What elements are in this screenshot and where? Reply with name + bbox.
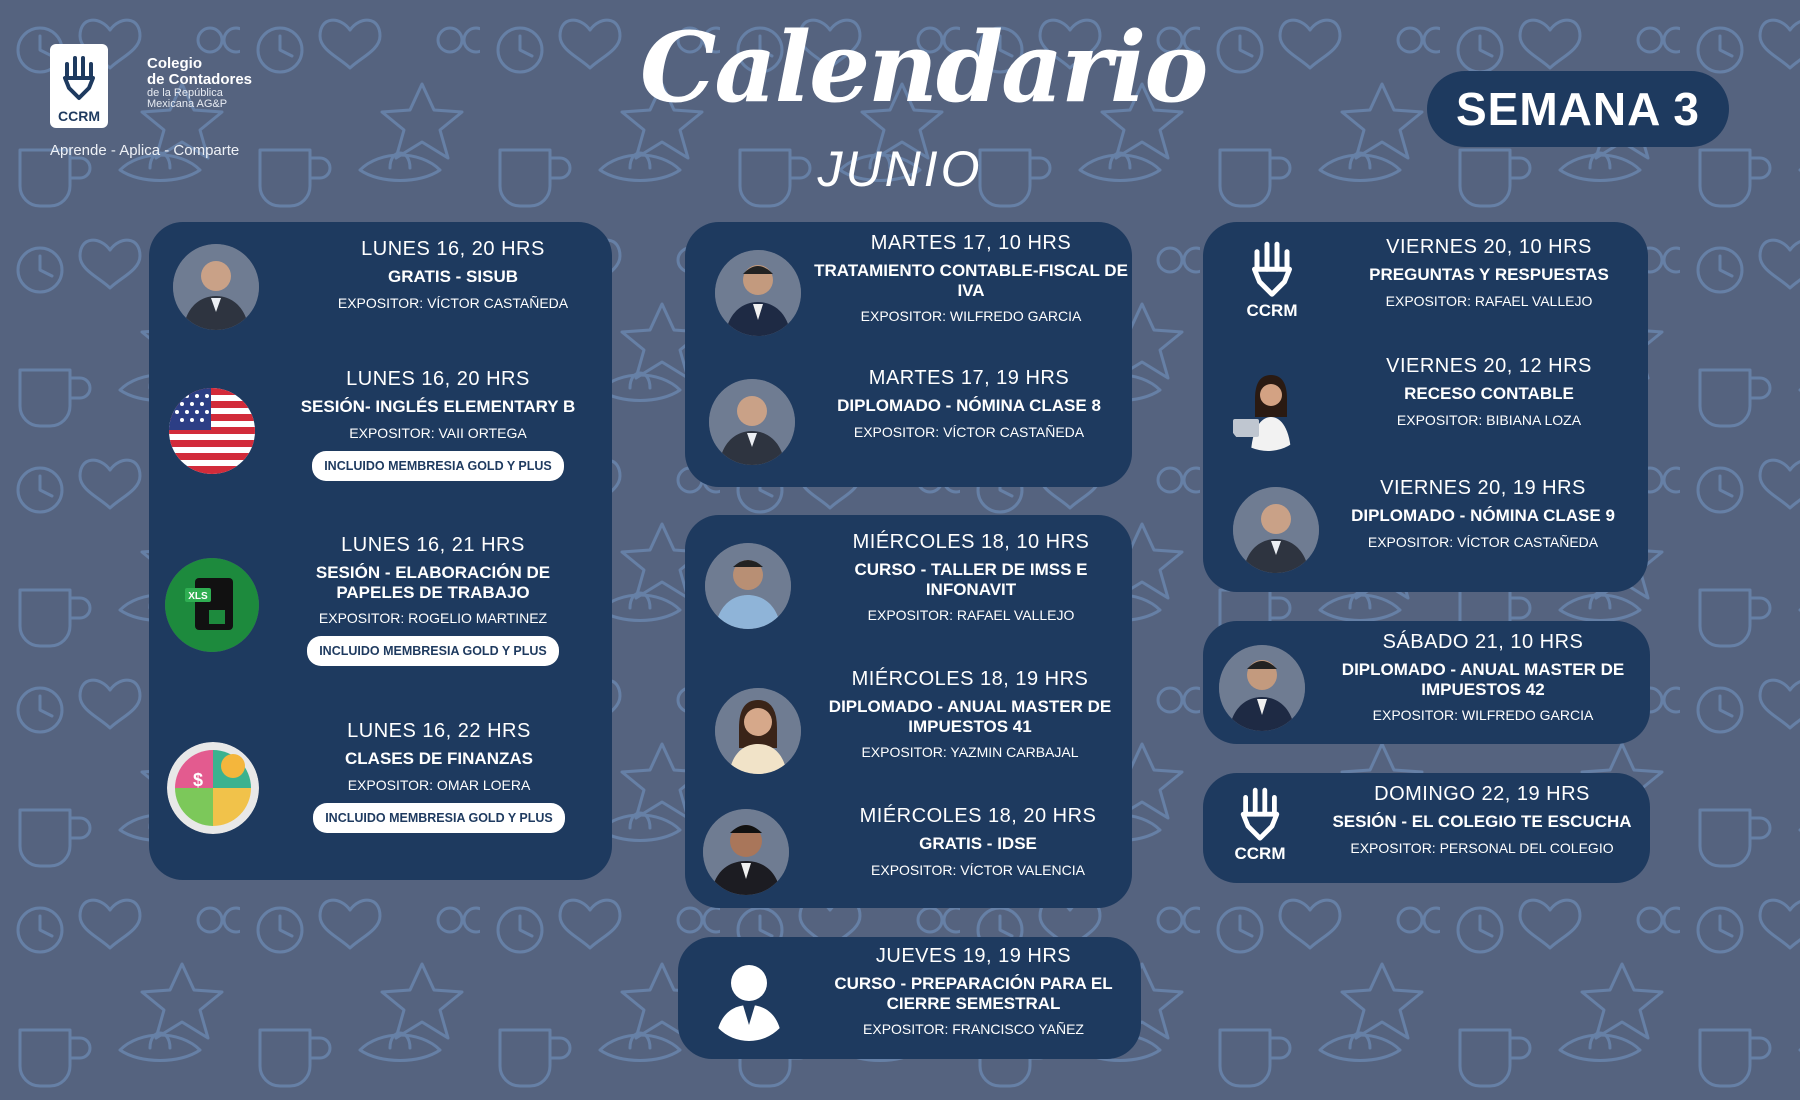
event-speaker: EXPOSITOR: RAFAEL VALLEJO	[867, 607, 1075, 624]
event-name: PREGUNTAS Y RESPUESTAS	[1369, 265, 1609, 284]
event-date: SÁBADO 21, 10 HRS	[1382, 631, 1584, 653]
ccrm-code: CCRM	[1234, 844, 1286, 863]
event-date: MARTES 17, 10 HRS	[870, 232, 1072, 254]
speaker-photo-icon	[715, 688, 801, 774]
event-wednesday-1	[705, 531, 1132, 651]
event-monday-4	[167, 720, 603, 870]
event-monday-3	[165, 534, 603, 684]
membership-badge: INCLUIDO MEMBRESIA GOLD Y PLUS	[307, 636, 559, 666]
event-speaker: EXPOSITOR: VÍCTOR CASTAÑEDA	[853, 423, 1085, 440]
event-speaker: EXPOSITOR: WILFREDO GARCIA	[860, 308, 1082, 325]
event-speaker: EXPOSITOR: OMAR LOERA	[347, 776, 531, 793]
event-date: MARTES 17, 19 HRS	[868, 367, 1070, 389]
ccrm-code: CCRM	[1246, 301, 1298, 320]
event-monday-2	[169, 368, 603, 488]
event-date: JUEVES 19, 19 HRS	[875, 945, 1072, 967]
event-speaker: EXPOSITOR: VÍCTOR CASTAÑEDA	[337, 294, 569, 311]
event-speaker: EXPOSITOR: WILFREDO GARCIA	[1372, 707, 1594, 724]
membership-badge: INCLUIDO MEMBRESIA GOLD Y PLUS	[313, 803, 565, 833]
card-tuesday	[685, 222, 1132, 487]
event-date: LUNES 16, 20 HRS	[346, 368, 530, 390]
event-friday-3	[1233, 477, 1648, 589]
logo-line1: Colegio	[147, 55, 202, 72]
logo-code: CCRM	[58, 108, 100, 124]
event-date: VIERNES 20, 12 HRS	[1386, 355, 1592, 377]
event-name: RECESO CONTABLE	[1404, 384, 1574, 403]
speaker-photo-icon	[1225, 365, 1311, 451]
event-name: GRATIS - IDSE	[919, 834, 1037, 853]
event-date: LUNES 16, 21 HRS	[341, 534, 525, 556]
event-name: SESIÓN - ELABORACIÓN DE PAPELES DE TRABAJO	[315, 563, 551, 602]
event-speaker: EXPOSITOR: VAII ORTEGA	[349, 424, 527, 441]
event-date: LUNES 16, 22 HRS	[347, 720, 531, 742]
logo-line3: de la República	[147, 86, 223, 99]
card-monday	[149, 222, 612, 880]
event-name: CURSO - PREPARACIÓN PARA EL CIERRE SEMESTRAL	[834, 974, 1113, 1013]
user-placeholder-icon	[706, 955, 792, 1041]
us-flag-icon	[169, 388, 255, 474]
event-friday-1	[1229, 236, 1648, 346]
membership-badge: INCLUIDO MEMBRESIA GOLD Y PLUS	[312, 451, 564, 481]
event-name: SESIÓN - EL COLEGIO TE ESCUCHA	[1332, 812, 1632, 831]
logo-tagline: Aprende - Aplica - Comparte	[50, 142, 240, 159]
logo-text	[147, 56, 307, 111]
ccrm-logo-icon	[1217, 783, 1303, 864]
ccrm-logo-icon	[1229, 236, 1315, 321]
event-speaker: EXPOSITOR: BIBIANA LOZA	[1396, 411, 1582, 428]
event-speaker: EXPOSITOR: FRANCISCO YAÑEZ	[863, 1021, 1084, 1038]
speaker-photo-icon	[715, 250, 801, 336]
logo-line4: Mexicana AG&P	[147, 98, 228, 111]
speaker-photo-icon	[705, 543, 791, 629]
event-name: DIPLOMADO - ANUAL MASTER DE IMPUESTOS 41	[828, 697, 1112, 736]
event-wednesday-3	[703, 805, 1132, 905]
event-tuesday-1	[715, 232, 1132, 352]
event-speaker: EXPOSITOR: YAZMIN CARBAJAL	[861, 744, 1079, 761]
card-thursday	[678, 937, 1141, 1059]
event-speaker: EXPOSITOR: PERSONAL DEL COLEGIO	[1350, 839, 1614, 856]
event-name: SESIÓN- INGLÉS ELEMENTARY B	[300, 397, 576, 416]
page-title: Calendario	[640, 11, 1207, 124]
event-name: DIPLOMADO - ANUAL MASTER DE IMPUESTOS 42	[1341, 660, 1625, 699]
finance-icon-text: $	[193, 770, 204, 790]
event-name: DIPLOMADO - NÓMINA CLASE 9	[1351, 506, 1615, 525]
event-speaker: EXPOSITOR: RAFAEL VALLEJO	[1385, 292, 1593, 309]
event-date: VIERNES 20, 19 HRS	[1380, 477, 1586, 499]
logo-line2: de Contadores	[147, 70, 253, 88]
event-date: VIERNES 20, 10 HRS	[1386, 236, 1592, 258]
event-wednesday-2	[715, 668, 1132, 788]
event-date: MIÉRCOLES 18, 10 HRS	[852, 531, 1090, 553]
event-friday-2	[1225, 355, 1648, 465]
event-date: DOMINGO 22, 19 HRS	[1374, 783, 1590, 805]
event-date: MIÉRCOLES 18, 20 HRS	[859, 805, 1097, 827]
event-saturday-1	[1219, 631, 1650, 741]
card-wednesday	[685, 515, 1132, 908]
ccrm-logo-mark	[50, 44, 108, 128]
event-name: CLASES DE FINANZAS	[345, 749, 533, 768]
event-speaker: EXPOSITOR: ROGELIO MARTINEZ	[318, 610, 548, 627]
event-thursday-1	[706, 945, 1141, 1055]
event-speaker: EXPOSITOR: VÍCTOR CASTAÑEDA	[1367, 533, 1599, 550]
event-name: CURSO - TALLER DE IMSS E INFONAVIT	[854, 560, 1088, 599]
month-subtitle: JUNIO	[817, 141, 983, 197]
event-name: TRATAMIENTO CONTABLE-FISCAL DE IVA	[814, 261, 1128, 300]
event-date: MIÉRCOLES 18, 19 HRS	[851, 668, 1089, 690]
speaker-photo-icon	[703, 809, 789, 895]
card-saturday	[1203, 621, 1650, 744]
week-badge: SEMANA 3	[1427, 71, 1729, 147]
excel-icon-text: XLS	[188, 591, 208, 602]
event-name: DIPLOMADO - NÓMINA CLASE 8	[837, 396, 1101, 415]
event-monday-1	[173, 238, 603, 348]
event-sunday-1	[1217, 783, 1650, 883]
event-date: LUNES 16, 20 HRS	[361, 238, 545, 260]
speaker-photo-icon	[709, 379, 795, 465]
event-speaker: EXPOSITOR: VÍCTOR VALENCIA	[871, 861, 1085, 878]
hand-pen-icon	[59, 52, 99, 102]
speaker-photo-icon	[1219, 645, 1305, 731]
finance-chart-icon	[167, 742, 259, 834]
speaker-photo-icon	[173, 244, 259, 330]
excel-icon	[165, 558, 259, 652]
card-friday	[1203, 222, 1648, 592]
event-tuesday-2	[709, 367, 1132, 487]
event-name: GRATIS - SISUB	[387, 267, 519, 286]
card-sunday	[1203, 773, 1650, 883]
speaker-photo-icon	[1233, 487, 1319, 573]
